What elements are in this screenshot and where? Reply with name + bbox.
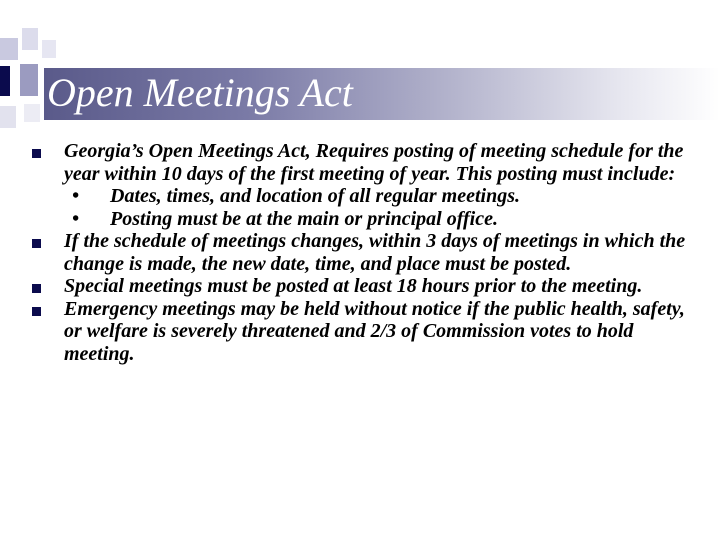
bullet-text: If the schedule of meetings changes, within 3 days of meetings in which the change is made, the new date, time, and place must be posted. <box>64 230 686 275</box>
dot-bullet-icon: • <box>72 207 80 230</box>
bullet-text: Georgia’s Open Meetings Act, Requires posting of meeting schedule for the year within 10 days of the first meeting of year. This posting must include: <box>64 140 684 185</box>
decor-square-3 <box>42 40 56 58</box>
square-bullet-icon <box>32 239 41 248</box>
bullet-item <box>28 275 700 298</box>
decor-square-1 <box>0 38 18 60</box>
bullet-item <box>28 140 700 230</box>
square-bullet-icon <box>32 307 41 316</box>
bullet-item <box>28 230 700 275</box>
square-bullet-icon <box>32 149 41 158</box>
square-bullet-icon <box>32 284 41 293</box>
decor-square-5 <box>20 64 38 96</box>
decor-square-4 <box>0 66 10 96</box>
slide-title: Open Meetings Act <box>47 70 353 115</box>
bullet-item <box>28 298 700 366</box>
bullet-text: Special meetings must be posted at least 18 hours prior to the meeting. <box>64 275 643 297</box>
sub-bullet-text: Posting must be at the main or principal office. <box>110 207 498 230</box>
decor-square-6 <box>0 106 16 128</box>
sub-bullet-item <box>64 208 700 231</box>
decor-square-2 <box>22 28 38 50</box>
sub-bullet-item <box>64 185 700 208</box>
dot-bullet-icon: • <box>72 185 80 207</box>
sub-bullet-text: Dates, times, and location of all regular meetings. <box>110 185 521 207</box>
decor-square-7 <box>24 104 40 122</box>
bullet-text: Emergency meetings may be held without notice if the public health, safety, or welfare is severely threatened and 2/3 of Commission votes to hold meeting. <box>64 297 685 365</box>
slide-body <box>28 140 700 365</box>
